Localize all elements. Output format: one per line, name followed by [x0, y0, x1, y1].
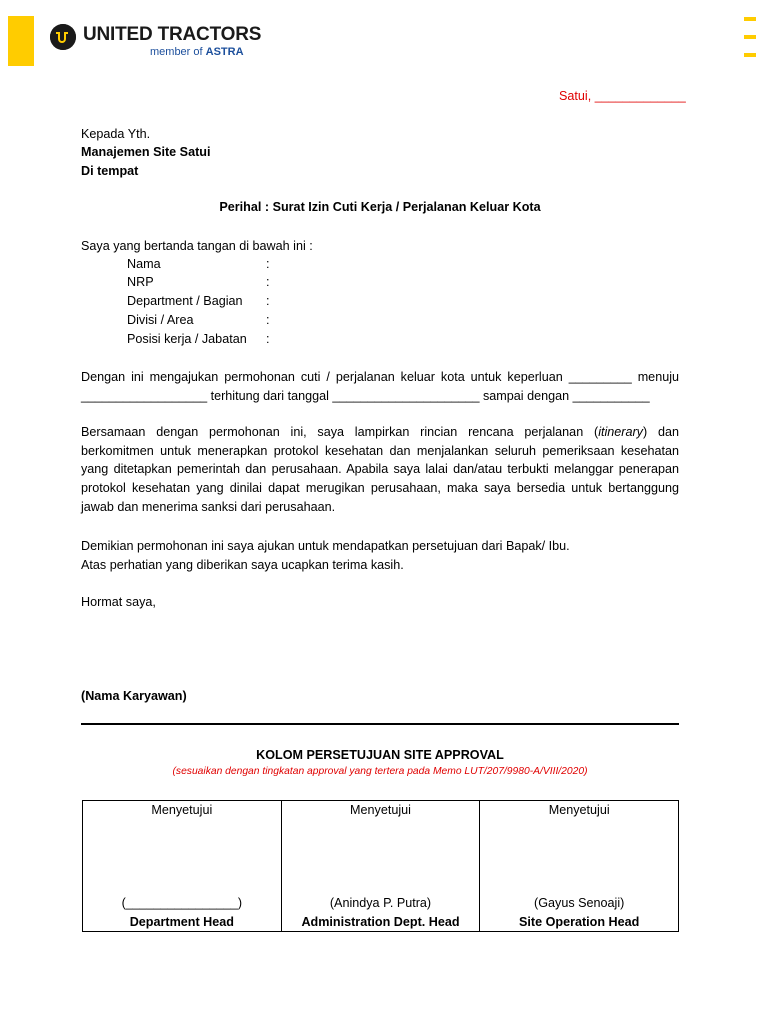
field-colon: :: [266, 332, 270, 346]
ut-logo-icon: [50, 24, 76, 50]
field-colon: :: [266, 275, 270, 289]
approver-position: Administration Dept. Head: [301, 915, 460, 929]
field-label-division: Divisi / Area: [127, 313, 194, 327]
approver-name: (Anindya P. Putra): [329, 896, 432, 910]
recipient-name: Manajemen Site Satui: [81, 145, 211, 159]
approval-agree-label: Menyetujui: [350, 803, 411, 817]
brand-accent-bar: [8, 16, 34, 66]
closing-line-2: Atas perhatian yang diberikan saya ucapkan terima kasih.: [81, 558, 404, 572]
accent-dash: [744, 35, 756, 39]
approver-name: (________________): [121, 896, 243, 910]
request-paragraph: [81, 368, 679, 387]
section-divider: [81, 723, 679, 725]
intro-line: Saya yang bertanda tangan di bawah ini :: [81, 239, 313, 253]
closing-line-1: Demikian permohonan ini saya ajukan untuk mendapatkan persetujuan dari Bapak/ Ibu.: [81, 539, 570, 553]
accent-dash: [744, 17, 756, 21]
commitment-paragraph: [81, 423, 679, 517]
approval-agree-label: Menyetujui: [151, 803, 213, 817]
logo-astra-text: ASTRA: [205, 46, 244, 58]
logo-member-of: [150, 46, 244, 58]
itinerary-term: itinerary: [598, 425, 643, 439]
accent-dash: [744, 53, 756, 57]
field-colon: :: [266, 257, 270, 271]
letter-subject: Perihal : Surat Izin Cuti Kerja / Perjalanan Keluar Kota: [219, 200, 541, 214]
place-date: Satui, _____________: [559, 89, 686, 103]
request-line-2: __________________ terhitung dari tanggal _____________________ sampai dengan ___________: [81, 389, 650, 403]
field-colon: :: [266, 313, 270, 327]
recipient-greeting: Kepada Yth.: [81, 127, 151, 141]
logo-member-text: member of: [150, 46, 203, 58]
signer-name: (Nama Karyawan): [81, 689, 187, 703]
approval-cell-department-head: [83, 801, 282, 931]
sign-off: Hormat saya,: [81, 595, 156, 609]
field-label-department: Department / Bagian: [127, 294, 243, 308]
logo-company-name: UNITED TRACTORS: [83, 24, 262, 45]
commitment-text-end: ) dan berkomitmen untuk menerapkan protokol kesehatan dan menjalankan seluruh pemeriksaan kesehatan yang ditetapkan pemerintah dan perusahaan. Apabila saya lalai dan/atau terbukti melanggar penerapan protokol kesehatan yang dinilai dapat merugikan perusahaan, maka saya bersedia untuk bertanggung jawab dan menerima sanksi dari perusahaan.: [81, 425, 679, 514]
approval-table: [82, 800, 679, 932]
field-label-position: Posisi kerja / Jabatan: [127, 332, 247, 346]
field-colon: :: [266, 294, 270, 308]
approver-name: (Gayus Senoaji): [534, 896, 625, 910]
commitment-text-start: Bersamaan dengan permohonan ini, saya lampirkan rincian rencana perjalanan (: [81, 425, 599, 439]
approval-note: (sesuaikan dengan tingkatan approval yang tertera pada Memo LUT/207/9980-A/VIII/2020): [172, 766, 588, 777]
recipient-location: Di tempat: [81, 164, 139, 178]
field-label-nrp: NRP: [127, 275, 154, 289]
approval-title: KOLOM PERSETUJUAN SITE APPROVAL: [256, 748, 504, 762]
approver-position: Site Operation Head: [518, 915, 640, 929]
field-label-name: Nama: [127, 257, 161, 271]
company-logo: [50, 22, 260, 62]
approval-cell-admin-dept-head: [282, 801, 481, 931]
approval-agree-label: Menyetujui: [548, 803, 610, 817]
request-line-1: Dengan ini mengajukan permohonan cuti / perjalanan keluar kota untuk keperluan _________ menuju: [81, 370, 679, 384]
approver-position: Department Head: [129, 915, 234, 929]
approval-cell-site-operation-head: [480, 801, 678, 931]
